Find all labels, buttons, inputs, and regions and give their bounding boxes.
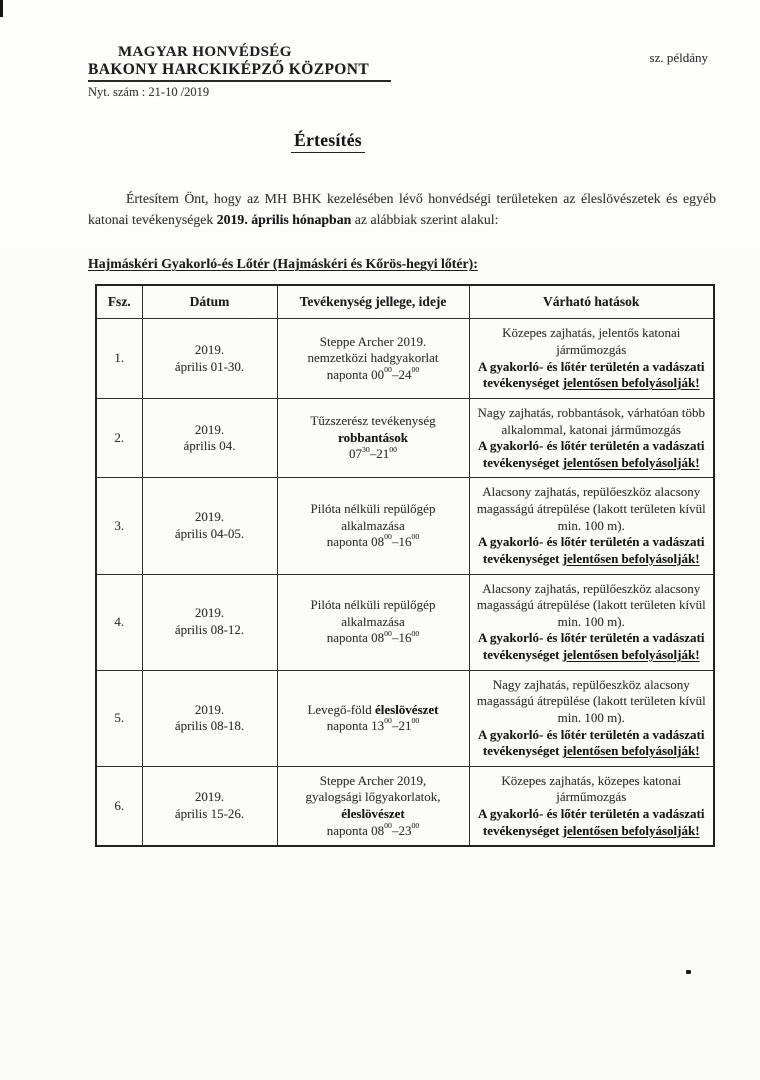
cell-date: 2019. április 01-30. — [142, 319, 277, 399]
registry-number: Nyt. szám : 21-10 /2019 — [88, 85, 210, 99]
copy-number-label: sz. példány — [649, 50, 708, 65]
cell-activity: Tűzszerész tevékenység robbantások $07^{30}-21^{00}$ — [277, 398, 469, 478]
table-row — [96, 478, 714, 574]
cell-activity: Steppe Archer 2019, gyalogsági lőgyakorlatok, éleslövészet naponta $08^{00}-23^{00}$ — [277, 766, 469, 846]
cell-row-number: 1. — [96, 319, 142, 399]
col-header-index: Fsz. — [96, 285, 142, 319]
cell-row-number: 5. — [96, 670, 142, 766]
cell-expected-effects: Alacsony zajhatás, repülőeszköz alacsony magasságú átrepülése (lakott területen kívül min. 100 m). A gyakorló- és lőtér területén a vadászati tevékenységet jelentősen befolyásolják! — [469, 478, 714, 574]
cell-row-number: 6. — [96, 766, 142, 846]
cell-activity: Pilóta nélküli repülőgép alkalmazása naponta $08^{00}-16^{00}$ — [277, 574, 469, 670]
cell-activity: Levegő-föld éleslövészet naponta $13^{00}-21^{00}$ — [277, 670, 469, 766]
cell-expected-effects: Alacsony zajhatás, repülőeszköz alacsony magasságú átrepülése (lakott területen kívül min. 100 m). A gyakorló- és lőtér területén a vadászati tevékenységet jelentősen befolyásolják! — [469, 574, 714, 670]
cell-date: 2019. április 04. — [142, 398, 277, 478]
cell-row-number: 4. — [96, 574, 142, 670]
document-title-wrap — [0, 130, 708, 153]
col-header-date: Dátum — [142, 285, 277, 319]
cell-date: 2019. április 04-05. — [142, 478, 277, 574]
cell-expected-effects: Nagy zajhatás, robbantások, várhatóan több alkalommal, katonai járműmozgás A gyakorló- és lőtér területén a vadászati tevékenységet jelentősen befolyásolják! — [469, 398, 714, 478]
cell-date: 2019. április 08-18. — [142, 670, 277, 766]
cell-activity: Pilóta nélküli repülőgép alkalmazása naponta $08^{00}-16^{00}$ — [277, 478, 469, 574]
letterhead — [0, 0, 760, 100]
col-header-effects: Várható hatások — [469, 285, 714, 319]
table-header-row — [96, 285, 714, 319]
table-body — [96, 319, 714, 846]
cell-row-number: 2. — [96, 398, 142, 478]
table-row — [96, 319, 714, 399]
scan-artifact-bottom-dot — [686, 970, 691, 974]
org-name-line2: BAKONY HARCKIKÉPZŐ KÖZPONT — [88, 61, 391, 82]
cell-row-number: 3. — [96, 478, 142, 574]
org-name-line1: MAGYAR HONVÉDSÉG — [118, 44, 292, 60]
cell-date: 2019. április 08-12. — [142, 574, 277, 670]
table-row — [96, 766, 714, 846]
intro-paragraph: Értesítem Önt, hogy az MH BHK kezelésében lévő honvédségi területeken az éleslövészetek és egyéb katonai tevékenységek 2019. április hónapban az alábbiak szerint alakul: — [88, 191, 716, 227]
table-row — [96, 670, 714, 766]
col-header-activity: Tevékenység jellege, ideje — [277, 285, 469, 319]
cell-expected-effects: Nagy zajhatás, repülőeszköz alacsony magasságú átrepülése (lakott területen kívül min. 100 m). A gyakorló- és lőtér területén a vadászati tevékenységet jelentősen befolyásolják! — [469, 670, 714, 766]
cell-expected-effects: Közepes zajhatás, jelentős katonai járműmozgás A gyakorló- és lőtér területén a vadászati tevékenységet jelentősen befolyásolják! — [469, 319, 714, 399]
document-title: Értesítés — [291, 130, 365, 153]
table-row — [96, 398, 714, 478]
cell-activity: Steppe Archer 2019. nemzetközi hadgyakorlat naponta $00^{00}-24^{00}$ — [277, 319, 469, 399]
cell-date: 2019. április 15-26. — [142, 766, 277, 846]
section-heading-range: Hajmáskéri Gyakorló-és Lőtér (Hajmáskéri és Kőrös-hegyi lőtér): — [88, 256, 478, 272]
cell-expected-effects: Közepes zajhatás, közepes katonai járműmozgás A gyakorló- és lőtér területén a vadászati tevékenységet jelentősen befolyásolják! — [469, 766, 714, 846]
activity-schedule-table — [95, 284, 715, 847]
table-row — [96, 574, 714, 670]
